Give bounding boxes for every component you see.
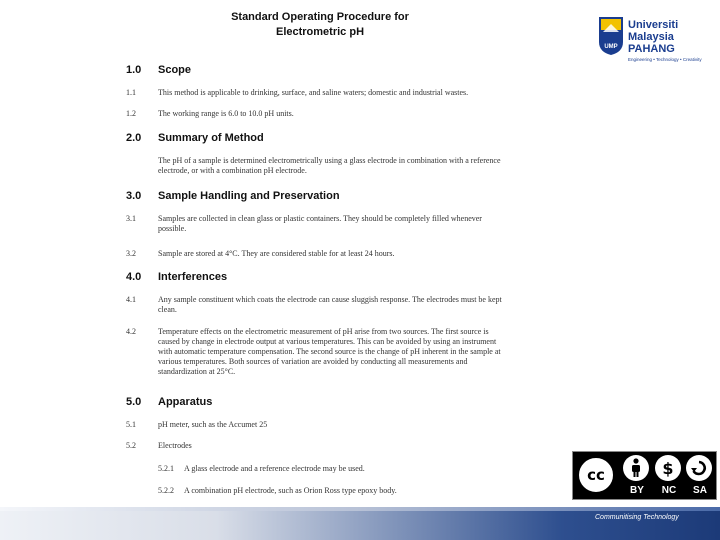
- attribution-icon: [623, 455, 649, 481]
- title-line-1: Standard Operating Procedure for: [231, 11, 409, 23]
- item-text: Samples are collected in clean glass or plastic containers. They should be completely filled whenever possible.: [158, 214, 482, 233]
- logo-line-1: Universiti: [628, 19, 679, 31]
- sharealike-icon: [686, 455, 712, 481]
- item-text: This method is applicable to drinking, surface, and saline waters; domestic and industrial wastes.: [158, 88, 469, 97]
- cc-license-badge[interactable]: [572, 451, 717, 500]
- section-heading-interferences: [126, 271, 227, 283]
- document-title: [190, 10, 450, 40]
- logo-line-2: Malaysia: [628, 31, 674, 43]
- sub-item-text: A combination pH electrode, such as Orion Ross type epoxy body.: [184, 486, 397, 495]
- item-number: 3.1: [126, 214, 136, 223]
- cc-icon: cc: [576, 455, 616, 495]
- sub-item-number: 5.2.1: [158, 464, 174, 473]
- shield-text: UMP: [604, 44, 618, 50]
- noncommercial-icon: $: [655, 455, 681, 481]
- logo-line-3: PAHANG: [628, 43, 675, 55]
- section-title: Interferences: [158, 271, 228, 283]
- footer-tagline: Communitising Technology: [595, 514, 679, 521]
- section-heading-scope: [126, 64, 191, 76]
- item-number: 4.1: [126, 295, 136, 304]
- license-by-label: BY: [630, 485, 644, 496]
- section-title: Sample Handling and Preservation: [158, 190, 340, 202]
- license-nc-label: NC: [661, 485, 677, 496]
- section-heading-summary: [126, 132, 264, 144]
- item-number: 3.2: [126, 249, 136, 258]
- license-sa-label: SA: [693, 485, 707, 496]
- section-number: 3.0: [126, 190, 142, 202]
- item-number: 4.2: [126, 327, 136, 336]
- person-icon: [628, 458, 644, 478]
- section-title: Summary of Method: [158, 132, 264, 144]
- item-number: 5.2: [126, 441, 136, 450]
- share-alike-arrow-icon: [690, 459, 708, 477]
- item-text: pH meter, such as the Accumet 25: [158, 420, 268, 429]
- item-text: Electrodes: [158, 441, 192, 450]
- footer-bar: [0, 507, 720, 540]
- sub-item-number: 5.2.2: [158, 486, 174, 495]
- section-number: 1.0: [126, 64, 142, 76]
- item-number: 5.1: [126, 420, 136, 429]
- section-title: Apparatus: [158, 396, 213, 408]
- section-number: 4.0: [126, 271, 142, 283]
- item-text: Temperature effects on the electrometric measurement of pH arise from two sources. The first source is caused by change in electrode output at various temperatures. This can be avoided by using an instrument with automatic temperature compensation. The second source is the change of pH inherent in the sample at various temperatures. Both sources of variation are avoided by conducting all measurements and standardization at 25°C.: [158, 327, 501, 376]
- item-text: Any sample constituent which coats the electrode can cause sluggish response. The electrodes must be kept clean.: [158, 295, 502, 314]
- item-text: Sample are stored at 4°C. They are considered stable for at least 24 hours.: [158, 249, 395, 258]
- sub-item-text: A glass electrode and a reference electrode may be used.: [184, 464, 365, 473]
- section-heading-apparatus: [126, 396, 212, 408]
- item-text: The working range is 6.0 to 10.0 pH units.: [158, 109, 294, 118]
- section-title: Scope: [158, 64, 192, 76]
- university-logo: [598, 16, 716, 68]
- section-number: 5.0: [126, 396, 142, 408]
- section-number: 2.0: [126, 132, 142, 144]
- shield-icon: [598, 16, 624, 56]
- title-line-2: Electrometric pH: [275, 26, 365, 38]
- logo-tagline: Engineering • Technology • Creativity: [628, 57, 702, 62]
- section-heading-sample-handling: [126, 190, 340, 202]
- item-number: 1.1: [126, 88, 136, 97]
- item-text: The pH of a sample is determined electrometrically using a glass electrode in combination with a reference electrode, or with a combination pH electrode.: [158, 156, 501, 175]
- item-number: 1.2: [126, 109, 136, 118]
- footer-stripe: [0, 507, 720, 511]
